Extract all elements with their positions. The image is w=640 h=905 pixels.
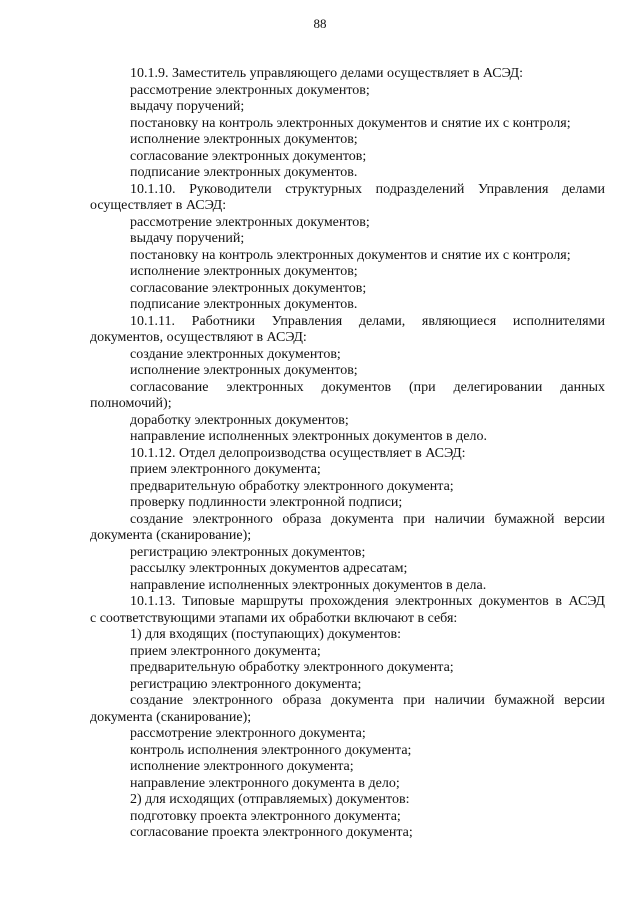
list-item: направление исполненных электронных документов в дела. (130, 577, 487, 593)
list-item: согласование электронных документов; (130, 280, 367, 296)
paragraph-line: с соответствующими этапами их обработки включают в себя: (90, 610, 458, 626)
word: наличии (434, 693, 485, 708)
word: электронных (395, 594, 473, 609)
word: делами, (358, 313, 406, 329)
list-item: подготовку проекта электронного документа; (130, 808, 401, 824)
word: образа (282, 693, 322, 708)
list-item: доработку электронных документов; (130, 412, 349, 428)
word: маршруты (241, 594, 304, 609)
word: делами (562, 181, 605, 197)
word: образа (282, 511, 322, 527)
list-item-continuation: документа (сканирование); (90, 528, 252, 543)
paragraph-line: осуществляет в АСЭД: (90, 198, 227, 213)
word: данных (560, 379, 605, 395)
word: согласование (130, 379, 209, 395)
word: Руководители (189, 181, 272, 197)
word: (при (409, 379, 436, 395)
list-item: исполнение электронного документа; (130, 759, 354, 774)
list-item: регистрацию электронных документов; (130, 544, 366, 560)
list-item: проверку подлинности электронной подписи; (130, 495, 403, 510)
word: 10.1.11. (130, 313, 175, 329)
word: создание (130, 511, 184, 527)
list-item: исполнение электронных документов; (130, 264, 358, 279)
paragraph-line (90, 594, 605, 611)
list-item (90, 512, 605, 529)
list-item: контроль исполнения электронного документа; (130, 742, 412, 758)
word: Управления (271, 313, 343, 329)
word: электронных (226, 379, 304, 395)
word: документа (330, 511, 394, 527)
word: при (403, 693, 426, 708)
word: электронного (192, 511, 273, 527)
paragraph-line: документов, осуществляют в АСЭД: (90, 330, 307, 345)
word: Работники (191, 313, 256, 329)
list-item: 2) для исходящих (отправляемых) документов: (130, 792, 410, 807)
list-item: направление электронного документа в дело; (130, 775, 400, 791)
word: электронного (192, 693, 273, 708)
word: Управления (477, 181, 549, 197)
list-item: регистрацию электронного документа; (130, 676, 362, 692)
list-item: прием электронного документа; (130, 462, 321, 477)
word: документов (321, 379, 392, 395)
word: в (555, 594, 562, 609)
list-item: рассылку электронных документов адресатам; (130, 561, 408, 576)
word: структурных (285, 181, 362, 197)
list-item: подписание электронных документов. (130, 297, 358, 312)
list-item-continuation: полномочий); (90, 396, 172, 411)
list-item: постановку на контроль электронных документов и снятие их с контроля; (130, 115, 571, 131)
word: создание (130, 693, 184, 708)
word: являющиеся (421, 313, 497, 329)
word: исполнителями (512, 313, 605, 329)
word: бумажной (494, 693, 555, 708)
list-item (90, 693, 605, 710)
list-item: предварительную обработку электронного документа; (130, 478, 454, 494)
word: документов (479, 594, 549, 609)
word: при (403, 511, 426, 527)
word: подразделений (375, 181, 465, 197)
list-item: прием электронного документа; (130, 643, 321, 659)
word: бумажной (494, 511, 555, 527)
word: делегировании (453, 379, 543, 395)
list-item: рассмотрение электронных документов; (130, 214, 370, 230)
list-item: выдачу поручений; (130, 99, 245, 114)
list-item: предварительную обработку электронного документа; (130, 660, 454, 675)
paragraph-line: 10.1.12. Отдел делопроизводства осуществляет в АСЭД: (130, 445, 466, 461)
list-item: согласование проекта электронного документа; (130, 825, 413, 840)
word: прохождения (309, 594, 389, 609)
word: Типовые (182, 594, 235, 609)
word: документа (330, 693, 394, 708)
paragraph-line (90, 314, 605, 331)
list-item: исполнение электронных документов; (130, 363, 358, 378)
list-item: рассмотрение электронного документа; (130, 726, 366, 741)
list-item: выдачу поручений; (130, 231, 245, 246)
word: версии (563, 693, 605, 708)
word: 10.1.13. (130, 594, 176, 609)
list-item: создание электронных документов; (130, 346, 341, 362)
list-item: подписание электронных документов. (130, 165, 358, 180)
paragraph-line (90, 182, 605, 199)
word: наличии (434, 511, 485, 527)
list-item: рассмотрение электронных документов; (130, 82, 370, 98)
word: АСЭД (568, 594, 605, 609)
list-item (90, 380, 605, 397)
list-item: постановку на контроль электронных документов и снятие их с контроля; (130, 247, 571, 263)
list-item: согласование электронных документов; (130, 148, 367, 164)
page-number: 88 (313, 16, 327, 31)
document-body (90, 66, 605, 842)
list-item: направление исполненных электронных документов в дело. (130, 429, 487, 444)
paragraph-line: 10.1.9. Заместитель управляющего делами осуществляет в АСЭД: (130, 66, 524, 81)
word: версии (563, 511, 605, 527)
word: 10.1.10. (130, 181, 176, 197)
list-item-continuation: документа (сканирование); (90, 709, 252, 725)
list-item: исполнение электронных документов; (130, 132, 358, 147)
list-item: 1) для входящих (поступающих) документов: (130, 627, 402, 642)
